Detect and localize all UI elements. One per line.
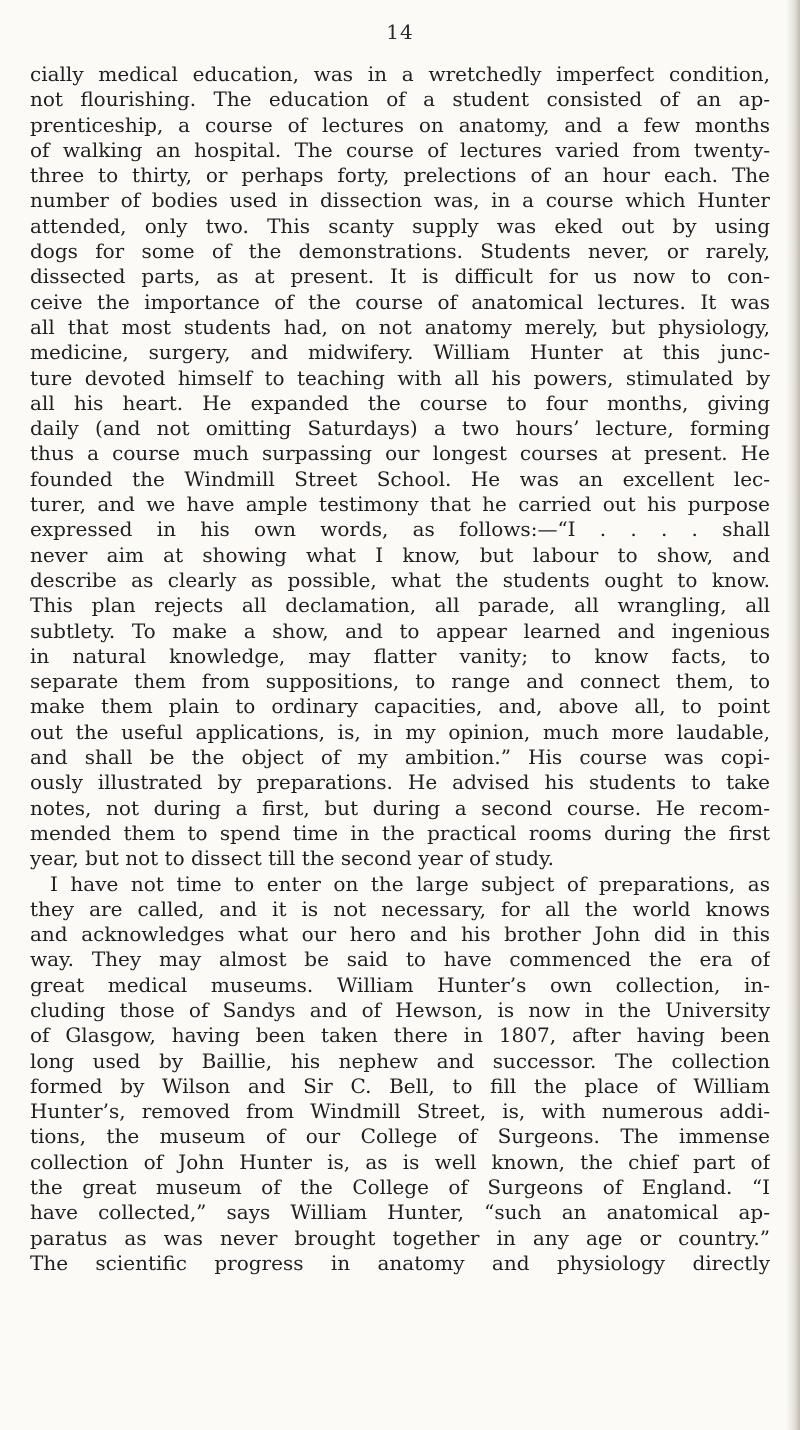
- text-line: and shall be the object of my ambition.” His course was copi-: [30, 745, 770, 770]
- text-line: long used by Baillie, his nephew and successor. The collection: [30, 1048, 770, 1073]
- body-text: [30, 62, 770, 1276]
- text-line: make them plain to ordinary capacities, and, above all, to point: [30, 694, 770, 719]
- text-line: mended them to spend time in the practical rooms during the first: [30, 820, 770, 845]
- text-line: dogs for some of the demonstrations. Students never, or rarely,: [30, 239, 770, 264]
- text-line: attended, only two. This scanty supply was eked out by using: [30, 213, 770, 238]
- text-line: daily (and not omitting Saturdays) a two hours’ lecture, forming: [30, 416, 770, 441]
- text-line: number of bodies used in dissection was, in a course which Hunter: [30, 188, 770, 213]
- text-line: ceive the importance of the course of anatomical lectures. It was: [30, 289, 770, 314]
- text-line: three to thirty, or perhaps forty, prelections of an hour each. The: [30, 163, 770, 188]
- text-line: year, but not to dissect till the second year of study.: [30, 846, 554, 871]
- text-line: ture devoted himself to teaching with all his powers, stimulated by: [30, 365, 770, 390]
- text-line: I have not time to enter on the large subject of preparations, as: [50, 871, 770, 896]
- text-line: the great museum of the College of Surgeons of England. “I: [30, 1175, 770, 1200]
- text-line: formed by Wilson and Sir C. Bell, to fill the place of William: [30, 1073, 770, 1098]
- text-line: never aim at showing what I know, but labour to show, and: [30, 542, 770, 567]
- text-line: and acknowledges what our hero and his brother John did in this: [30, 922, 770, 947]
- text-line: paratus as was never brought together in any age or country.”: [30, 1225, 770, 1250]
- text-line: all that most students had, on not anatomy merely, but physiology,: [30, 314, 770, 339]
- text-line: medicine, surgery, and midwifery. William Hunter at this junc-: [30, 340, 770, 365]
- text-line: separate them from suppositions, to range and connect them, to: [30, 669, 770, 694]
- text-line: they are called, and it is not necessary, for all the world knows: [30, 896, 770, 921]
- text-line: The scientific progress in anatomy and physiology directly: [30, 1250, 770, 1275]
- text-line: founded the Windmill Street School. He was an excellent lec-: [30, 466, 770, 491]
- text-line: in natural knowledge, may flatter vanity; to know facts, to: [30, 643, 770, 668]
- text-line: expressed in his own words, as follows:—“I . . . . shall: [30, 517, 770, 542]
- text-line: turer, and we have ample testimony that he carried out his purpose: [30, 492, 770, 517]
- text-line: all his heart. He expanded the course to four months, giving: [30, 390, 770, 415]
- text-line: great medical museums. William Hunter’s own collection, in-: [30, 972, 770, 997]
- text-line: ously illustrated by preparations. He advised his students to take: [30, 770, 770, 795]
- text-line: tions, the museum of our College of Surgeons. The immense: [30, 1124, 770, 1149]
- text-line: way. They may almost be said to have commenced the era of: [30, 947, 770, 972]
- paragraph: [30, 872, 770, 1277]
- page-number: 14: [386, 20, 414, 44]
- paragraph: [30, 62, 770, 872]
- text-line: prenticeship, a course of lectures on anatomy, and a few months: [30, 112, 770, 137]
- text-line: thus a course much surpassing our longest courses at present. He: [30, 441, 770, 466]
- text-line: not flourishing. The education of a student consisted of an ap-: [30, 87, 770, 112]
- text-line: describe as clearly as possible, what the students ought to know.: [30, 567, 770, 592]
- text-line: cluding those of Sandys and of Hewson, is now in the University: [30, 997, 770, 1022]
- text-line: This plan rejects all declamation, all parade, all wrangling, all: [30, 593, 770, 618]
- text-line: have collected,” says William Hunter, “such an anatomical ap-: [30, 1200, 770, 1225]
- text-line: subtlety. To make a show, and to appear learned and ingenious: [30, 618, 770, 643]
- text-line: of walking an hospital. The course of lectures varied from twenty-: [30, 137, 770, 162]
- text-line: cially medical education, was in a wretchedly imperfect condition,: [30, 62, 770, 86]
- page-edge-shadow: [786, 0, 800, 1430]
- text-line: out the useful applications, is, in my opinion, much more laudable,: [30, 719, 770, 744]
- text-line: dissected parts, as at present. It is difficult for us now to con-: [30, 264, 770, 289]
- text-line: of Glasgow, having been taken there in 1807, after having been: [30, 1023, 770, 1048]
- text-line: collection of John Hunter is, as is well known, the chief part of: [30, 1149, 770, 1174]
- text-line: Hunter’s, removed from Windmill Street, is, with numerous addi-: [30, 1099, 770, 1124]
- text-line: notes, not during a first, but during a second course. He recom-: [30, 795, 770, 820]
